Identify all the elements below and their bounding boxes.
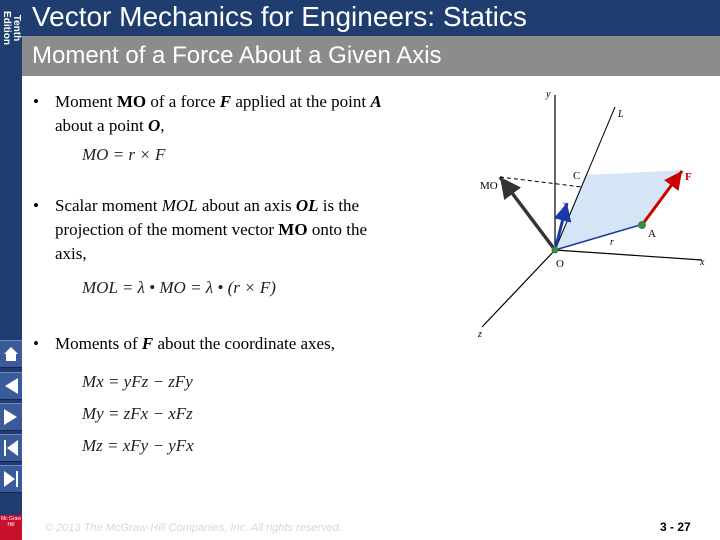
next-page-icon (2, 407, 20, 427)
symbol-a: A (370, 92, 382, 111)
mo-vector (500, 177, 555, 250)
equation-mx: Mx = yFz − zFy (82, 372, 193, 391)
edition-text: Tenth Edition (1, 11, 22, 45)
text-run: of a force (146, 92, 220, 111)
label-o: O (556, 258, 564, 270)
home-icon (2, 344, 20, 364)
bullet-dot: • (33, 92, 39, 111)
slide-header (22, 0, 720, 36)
z-axis (482, 250, 555, 327)
label-z: z (478, 329, 482, 340)
previous-page-icon (2, 438, 20, 458)
text-run: about an axis (197, 196, 296, 215)
next-page-button[interactable] (0, 403, 22, 431)
slide-title: Moment of a Force About a Given Axis (32, 42, 442, 69)
bullet-dot: • (33, 196, 39, 215)
label-mo: MO (480, 180, 498, 192)
symbol-mol: MOL (161, 196, 198, 215)
label-y: y (546, 89, 551, 100)
label-a: A (648, 228, 656, 240)
mo-projection-line (500, 177, 582, 187)
bullet-dot: • (33, 334, 39, 353)
symbol-f: F (141, 334, 154, 353)
label-lambda: λ (562, 201, 568, 213)
course-title: Vector Mechanics for Engineers: Statics (32, 1, 527, 32)
text-run: onto the (307, 220, 368, 239)
logo-text: Mc Graw Hill (1, 516, 21, 528)
symbol-o: O (148, 116, 161, 135)
last-page-button[interactable] (0, 465, 22, 493)
first-page-icon (2, 376, 20, 396)
mcgraw-hill-logo (0, 515, 22, 540)
point-o (552, 247, 559, 254)
symbol-ol: OL (295, 196, 319, 215)
label-r: r (610, 237, 614, 248)
label-x: x (700, 257, 705, 268)
symbol-f: F (219, 92, 232, 111)
label-c: C (573, 170, 581, 182)
force-plane (555, 170, 685, 250)
text-run: axis, (55, 244, 87, 263)
symbol-mo: MO (278, 220, 308, 239)
page-number: 3 - 27 (660, 520, 691, 534)
last-page-icon (2, 469, 20, 489)
equation-my: My = zFx − xFz (82, 404, 193, 423)
x-axis (555, 250, 702, 260)
text-run: about the coordinate axes, (153, 334, 335, 353)
previous-page-button[interactable] (0, 434, 22, 462)
text-run: Scalar moment (55, 196, 162, 215)
label-l: L (618, 109, 624, 120)
bullet-text (55, 194, 367, 266)
label-f: F (685, 171, 692, 183)
first-page-button[interactable] (0, 372, 22, 400)
copyright-text: © 2013 The McGraw-Hill Companies, Inc. All rights reserved. (45, 522, 342, 534)
text-run: projection of the moment vector (55, 220, 279, 239)
symbol-mo: MO (116, 92, 147, 111)
text-run: about a point (55, 116, 149, 135)
point-a (638, 221, 646, 229)
bullet-text (55, 90, 382, 138)
text-run: Moments of (55, 334, 142, 353)
slide-subheader (22, 36, 720, 76)
text-run: is the (318, 196, 360, 215)
bullet-text (55, 332, 335, 356)
equation-mz: Mz = xFy − yFx (82, 436, 194, 455)
equation-mol: MOL = λ • MO = λ • (r × F) (82, 278, 276, 297)
text-run: , (160, 116, 165, 135)
text-run: applied at the point (231, 92, 371, 111)
home-button[interactable] (0, 340, 22, 368)
text-run: Moment (55, 92, 117, 111)
edition-label (0, 0, 22, 48)
moment-axis-figure (470, 85, 710, 345)
equation-mo: MO = r × F (82, 145, 166, 164)
